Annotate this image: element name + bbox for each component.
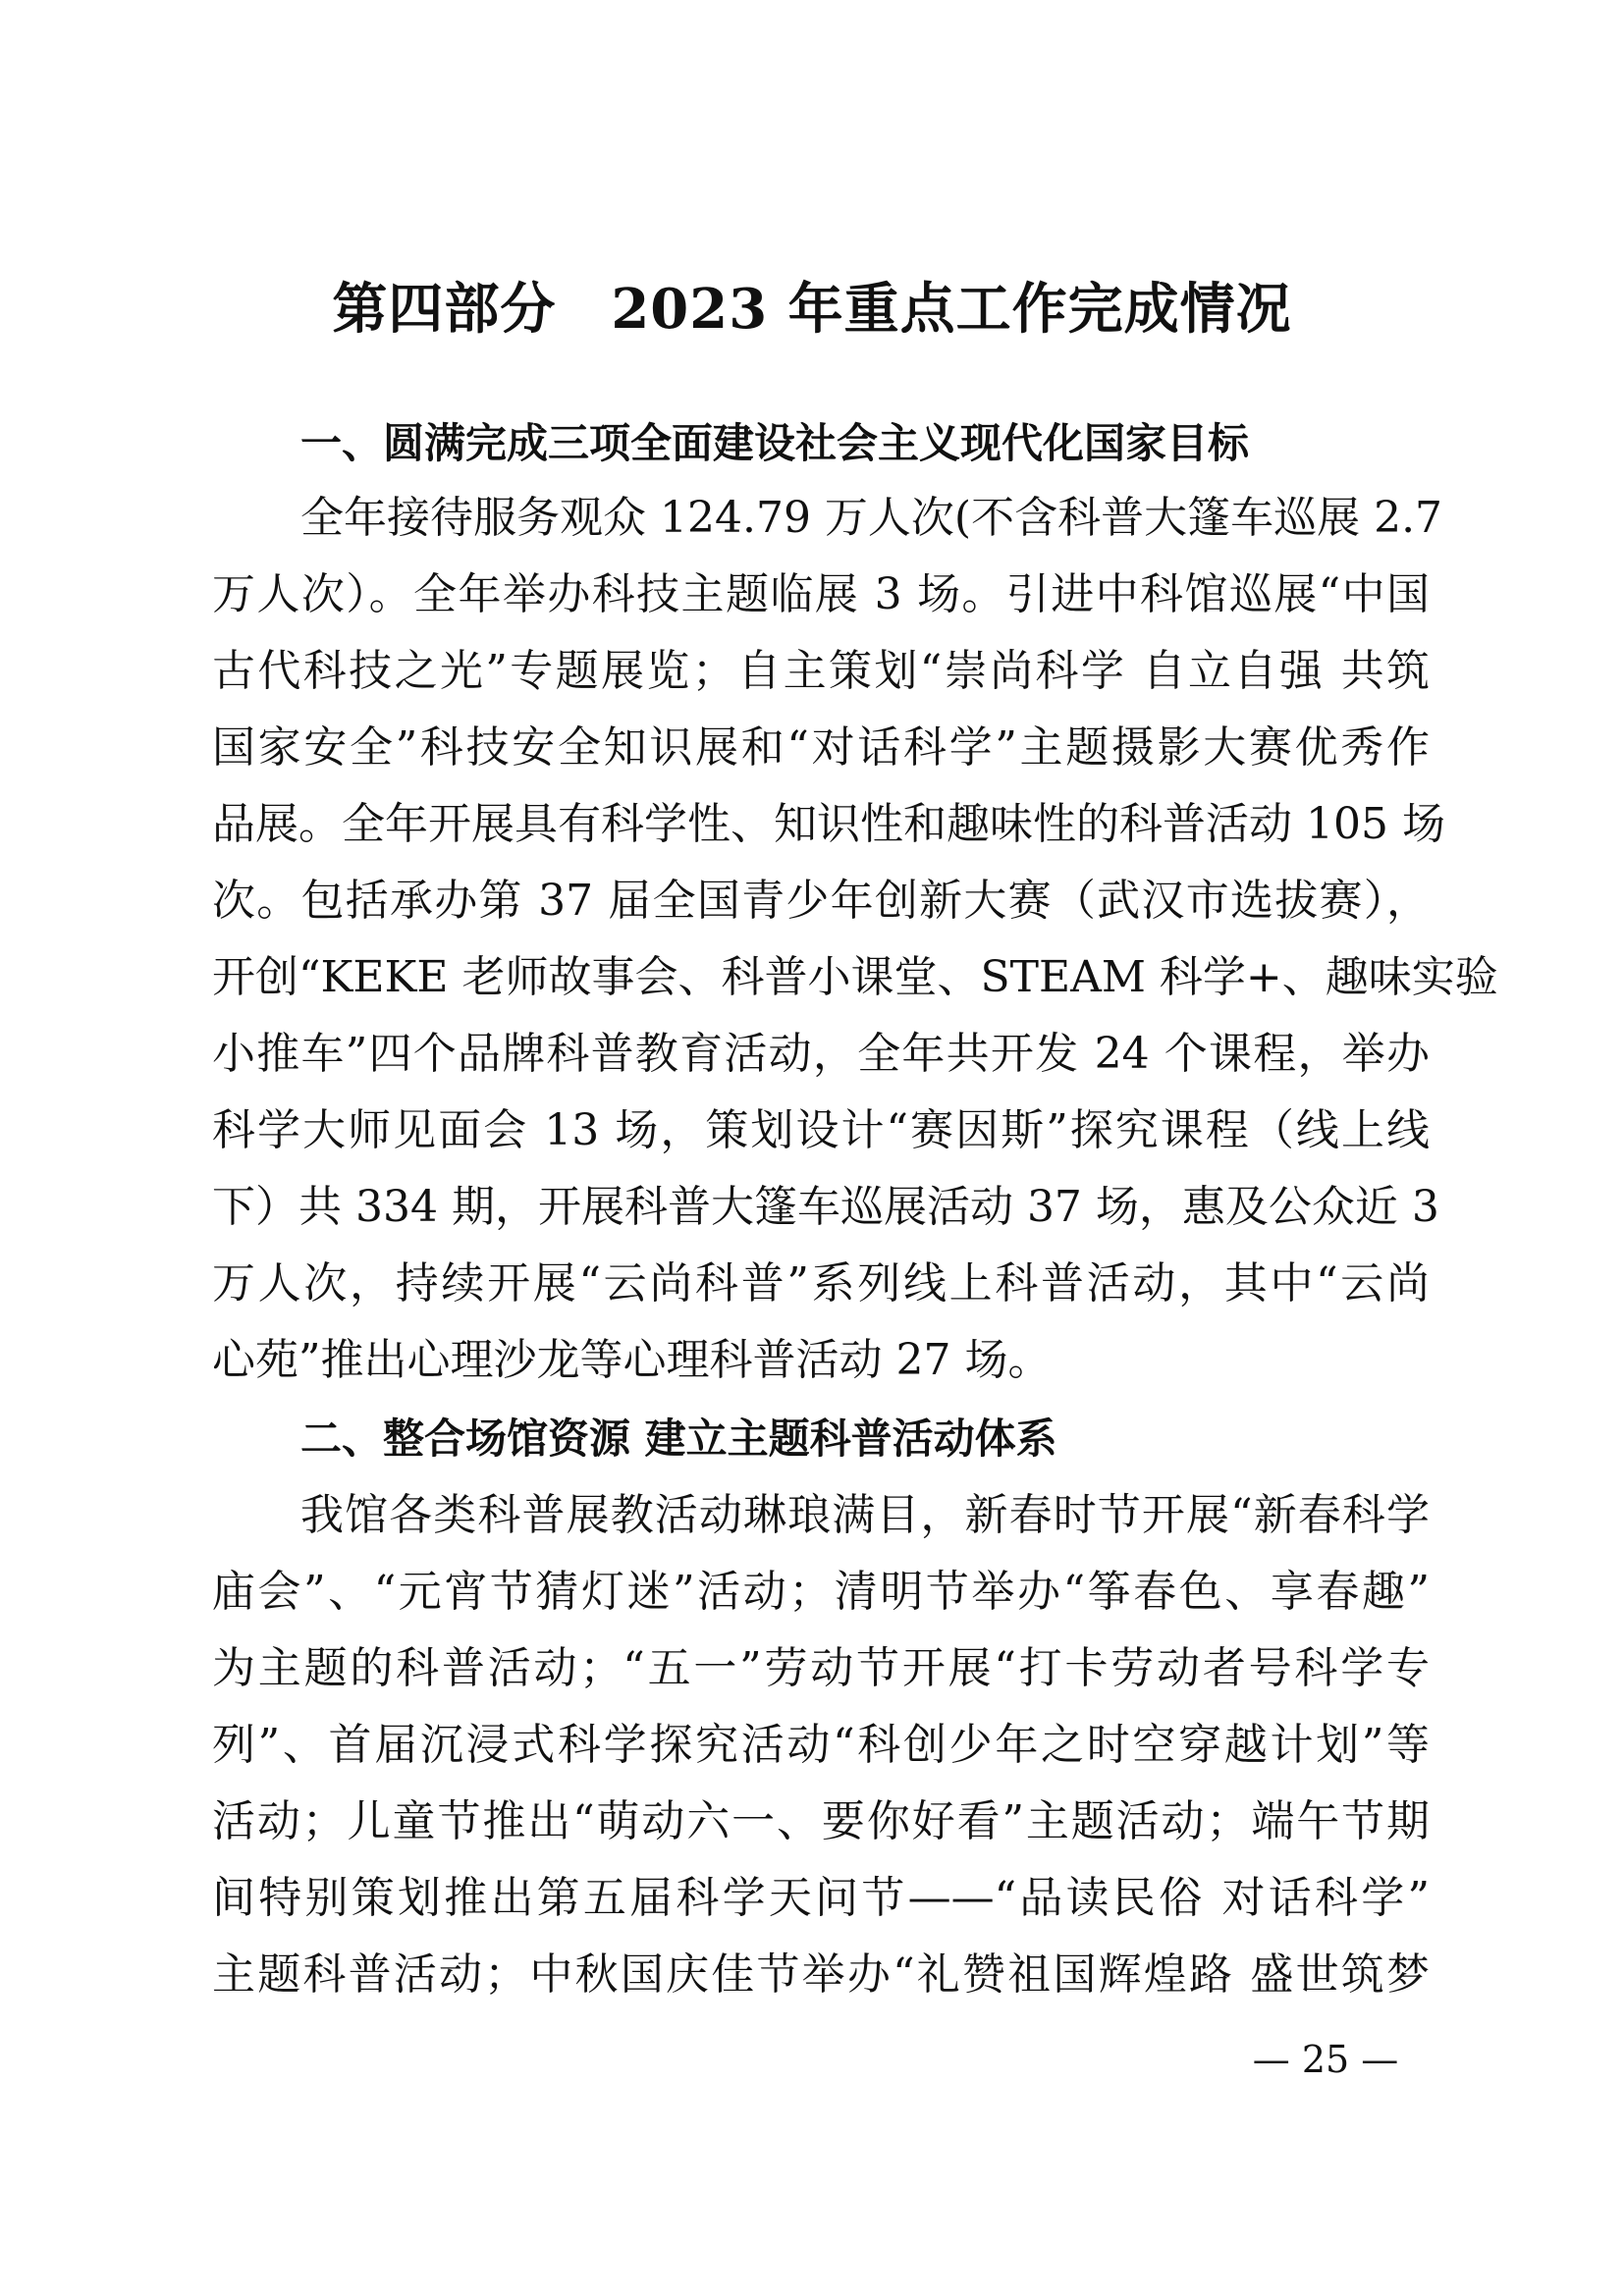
paragraph-line: 万人次）。全年举办科技主题临展 3 场。引进中科馆巡展“中国 bbox=[212, 569, 1430, 619]
paragraph-line: 我馆各类科普展教活动琳琅满目，新春时节开展“新春科学 bbox=[300, 1490, 1430, 1540]
paragraph-line: 开创“KEKE 老师故事会、科普小课堂、STEAM 科学+、趣味实验 bbox=[212, 952, 1498, 1002]
title-text: 2023 年重点工作完成情况 bbox=[611, 277, 1292, 342]
section-heading-2: 二、整合场馆资源 建立主题科普活动体系 bbox=[300, 1415, 1057, 1463]
paragraph-line: 全年接待服务观众 124.79 万人次(不含科普大篷车巡展 2.7 bbox=[300, 493, 1443, 543]
page-number: — 25 — bbox=[1252, 2038, 1399, 2081]
section-heading-1: 一、圆满完成三项全面建设社会主义现代化国家目标 bbox=[300, 419, 1250, 467]
paragraph-line: 小推车”四个品牌科普教育活动，全年共开发 24 个课程，举办 bbox=[212, 1029, 1430, 1079]
page-title bbox=[0, 265, 1624, 353]
paragraph-line: 心苑”推出心理沙龙等心理科普活动 27 场。 bbox=[212, 1335, 1052, 1385]
paragraph-line: 主题科普活动；中秋国庆佳节举办“礼赞祖国辉煌路 盛世筑梦 bbox=[212, 1949, 1430, 2000]
paragraph-line: 列”、首届沉浸式科学探究活动“科创少年之时空穿越计划”等 bbox=[212, 1720, 1430, 1770]
paragraph-line: 科学大师见面会 13 场，策划设计“赛因斯”探究课程（线上线 bbox=[212, 1105, 1430, 1155]
paragraph-line: 万人次，持续开展“云尚科普”系列线上科普活动，其中“云尚 bbox=[212, 1258, 1430, 1308]
paragraph-line: 庙会”、“元宵节猜灯迷”活动；清明节举办“筝春色、享春趣” bbox=[212, 1567, 1430, 1617]
paragraph-line: 活动；儿童节推出“萌动六一、要你好看”主题活动；端午节期 bbox=[212, 1796, 1430, 1846]
paragraph-line: 下）共 334 期，开展科普大篷车巡展活动 37 场，惠及公众近 3 bbox=[212, 1182, 1439, 1232]
paragraph-line: 古代科技之光”专题展览；自主策划“崇尚科学 自立自强 共筑 bbox=[212, 646, 1430, 696]
paragraph-line: 品展。全年开展具有科学性、知识性和趣味性的科普活动 105 场 bbox=[212, 799, 1445, 849]
paragraph-line: 国家安全”科技安全知识展和“对话科学”主题摄影大赛优秀作 bbox=[212, 722, 1430, 773]
paragraph-line: 为主题的科普活动；“五一”劳动节开展“打卡劳动者号科学专 bbox=[212, 1643, 1430, 1693]
title-part: 第四部分 bbox=[332, 277, 557, 342]
paragraph-line: 次。包括承办第 37 届全国青少年创新大赛（武汉市选拔赛）， bbox=[212, 876, 1430, 926]
paragraph-line: 间特别策划推出第五届科学天问节——“品读民俗 对话科学” bbox=[212, 1873, 1430, 1923]
